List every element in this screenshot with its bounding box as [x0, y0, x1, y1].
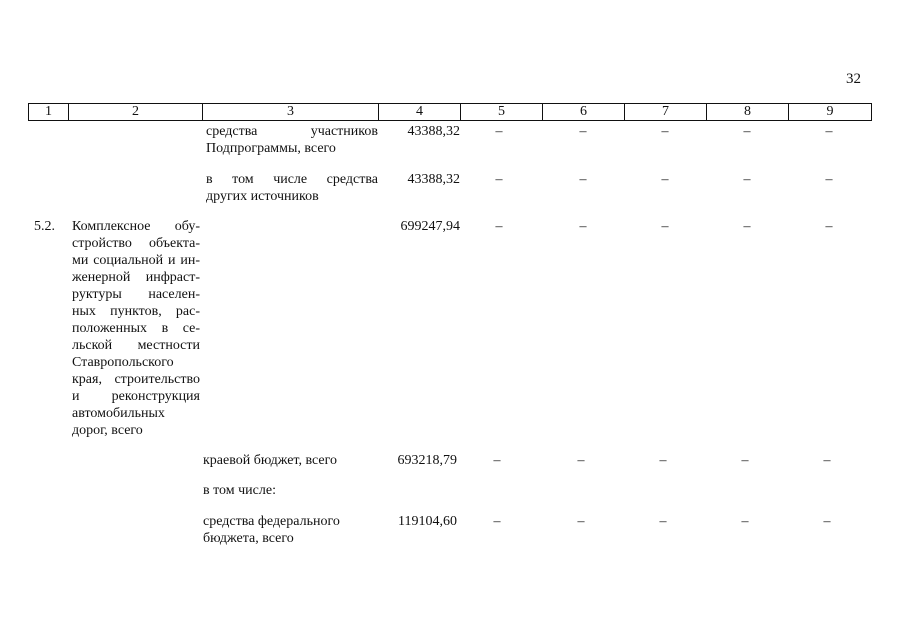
row-3-col5-dash: – [493, 453, 501, 468]
header-col-7: 7 [625, 104, 707, 120]
row-2-col2-line-4: руктуры населен- [72, 287, 200, 302]
row-2-col6-dash: – [579, 219, 587, 234]
header-col-3: 3 [203, 104, 379, 120]
row-2-col4-value: 699247,94 [400, 219, 460, 234]
row-5-col3-line-0: средства федерального [203, 514, 340, 529]
row-0-col8-dash: – [743, 124, 751, 139]
row-2-col2-line-12: дорог, всего [72, 423, 143, 438]
row-5-col4-value: 119104,60 [398, 514, 457, 529]
row-5-col3-line-1: бюджета, всего [203, 531, 294, 546]
row-2-col2-line-11: автомобильных [72, 406, 165, 421]
row-0-col3-line-0: средства участников [206, 124, 378, 139]
row-2-col2-line-5: ных пунктов, рас- [72, 304, 200, 319]
table-row-0-col3 [206, 123, 378, 157]
row-3-col9-dash: – [823, 453, 831, 468]
row-5-col6-dash: – [577, 514, 585, 529]
row-2-col5-dash: – [495, 219, 503, 234]
row-1-col8-dash: – [743, 172, 751, 187]
row-3-col6-dash: – [577, 453, 585, 468]
row-2-col2-line-7: льской местности [72, 338, 200, 353]
row-1-col5-dash: – [495, 172, 503, 187]
table-row-5-col3 [203, 513, 379, 547]
row-2-col2-description [72, 218, 200, 439]
row-0-col5-dash: – [495, 124, 503, 139]
row-1-col3-line-0: в том числе средства [206, 172, 378, 187]
row-0-col6-dash: – [579, 124, 587, 139]
row-1-col6-dash: – [579, 172, 587, 187]
row-3-col3: краевой бюджет, всего [203, 453, 338, 468]
row-2-item-number: 5.2. [34, 219, 55, 234]
header-col-5: 5 [461, 104, 543, 120]
row-1-col7-dash: – [661, 172, 669, 187]
row-0-col3-line-1: Подпрограммы, всего [206, 141, 336, 156]
row-1-col4-value: 43388,32 [407, 172, 460, 187]
row-3-col4-value: 693218,79 [397, 453, 457, 468]
row-5-col8-dash: – [741, 514, 749, 529]
row-2-col2-line-1: стройство объекта- [72, 236, 200, 251]
row-2-col2-line-2: ми социальной и ин- [72, 253, 200, 268]
row-0-col7-dash: – [661, 124, 669, 139]
row-4-col3: в том числе: [203, 483, 276, 498]
header-col-1: 1 [29, 104, 69, 120]
row-2-col7-dash: – [661, 219, 669, 234]
page-number: 32 [846, 71, 861, 87]
row-2-col2-line-0: Комплексное обу- [72, 219, 200, 234]
row-0-col4-value: 43388,32 [407, 124, 460, 139]
row-2-col2-line-9: края, строительство [72, 372, 200, 387]
row-3-col8-dash: – [741, 453, 749, 468]
row-5-col5-dash: – [493, 514, 501, 529]
row-2-col8-dash: – [743, 219, 751, 234]
row-2-col2-line-10: и реконструкция [72, 389, 200, 404]
row-5-col9-dash: – [823, 514, 831, 529]
row-5-col7-dash: – [659, 514, 667, 529]
header-col-4: 4 [379, 104, 461, 120]
header-col-8: 8 [707, 104, 789, 120]
table-header-row [28, 103, 872, 121]
row-0-col9-dash: – [825, 124, 833, 139]
row-2-col2-line-3: женерной инфраст- [72, 270, 200, 285]
header-col-9: 9 [826, 104, 834, 119]
row-2-col2-line-6: положенных в се- [72, 321, 200, 336]
table-row-1-col3 [206, 171, 378, 205]
row-3-col7-dash: – [659, 453, 667, 468]
row-1-col3-line-1: других источников [206, 189, 319, 204]
row-2-col9-dash: – [825, 219, 833, 234]
row-1-col9-dash: – [825, 172, 833, 187]
row-2-col2-line-8: Ставропольского [72, 355, 174, 370]
header-col-6: 6 [543, 104, 625, 120]
header-col-2: 2 [69, 104, 203, 120]
